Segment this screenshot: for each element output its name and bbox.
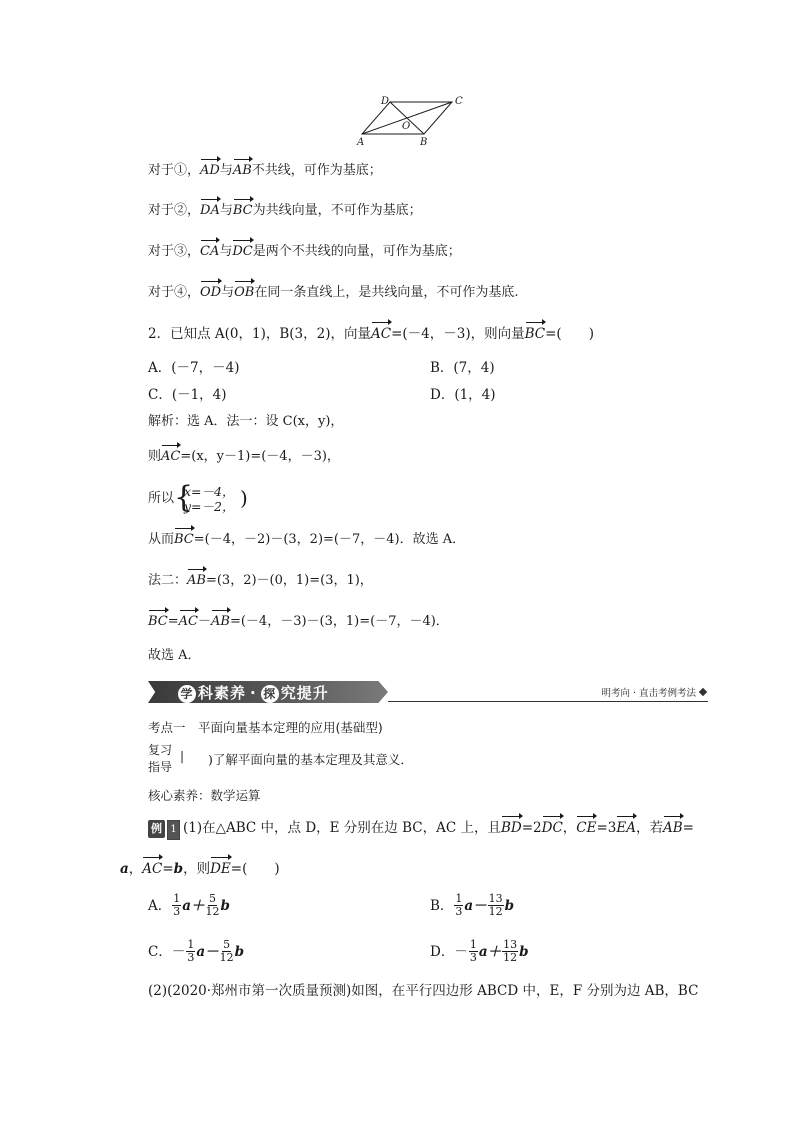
- label-o: O: [402, 121, 411, 132]
- right-paren-mark: ): [240, 486, 248, 510]
- banner-title: [178, 682, 329, 703]
- sol-s2-post: =(x，y－1)=(－4，－3)，: [180, 449, 340, 464]
- label-c: C: [455, 96, 463, 107]
- vector-ab: AB: [232, 163, 252, 178]
- vector-ac: AC: [142, 861, 163, 877]
- solution-line-5: [148, 572, 373, 590]
- opt-a-label: A．: [148, 897, 172, 914]
- case-3-prefix: 对于③，: [148, 244, 201, 259]
- guide-text: )了解平面向量的基本定理及其意义．: [208, 752, 413, 767]
- opt-c-end: b: [234, 943, 245, 960]
- vector-ab: AB: [662, 820, 683, 836]
- sol-s2-pre: 则: [148, 449, 162, 464]
- guide-label-2: 指导: [148, 760, 173, 774]
- banner-text-2: 究提升: [280, 684, 329, 702]
- fraction: [220, 939, 234, 964]
- vector-b: b: [173, 861, 184, 877]
- ex1-option-c: [148, 939, 244, 964]
- opt-c-label: C．: [148, 943, 172, 960]
- diamond-icon: [699, 688, 707, 696]
- numerator: 13: [503, 938, 518, 951]
- solution-line-7: 故选 A．: [148, 648, 201, 663]
- case-4-mid: 与: [221, 285, 235, 300]
- numerator: 5: [223, 938, 231, 951]
- sol-s3-pre: 所以: [148, 491, 175, 506]
- ex1-l2-p1: ，: [128, 861, 143, 877]
- case-2-prefix: 对于②，: [148, 203, 201, 218]
- ex1-l2-p2: =: [162, 861, 174, 877]
- vector-ac: AC: [161, 449, 181, 464]
- example-1-part-2: (2)(2020·郑州市第一次质量预测)如图，在平行四边形 ABCD 中，E，F 分别为边 AB，BC: [148, 983, 699, 999]
- ex1-l2-p4: =( ): [230, 861, 280, 877]
- ex1-option-b: [430, 893, 514, 918]
- fraction: [488, 893, 504, 918]
- q2-option-c: C．(－1，4): [148, 387, 227, 403]
- knowledge-point-title: 考点一 平面向量基本定理的应用(基础型): [148, 720, 383, 735]
- example-1-line-2: [120, 860, 280, 878]
- sol-s5-pre: 法二：: [148, 573, 188, 588]
- vector-ac: AC: [370, 326, 392, 342]
- case-2-suffix: 为共线向量，不可作为基底；: [252, 203, 422, 218]
- sol-s6-m1: =: [167, 614, 179, 629]
- solution-line-4: [148, 531, 465, 549]
- case-3-line: [148, 243, 461, 261]
- guide-bracket: |: [180, 749, 185, 763]
- opt-b-label: B．: [430, 897, 454, 914]
- denominator: 3: [173, 905, 181, 918]
- banner-dot: ·: [250, 684, 257, 702]
- denominator: 3: [187, 951, 195, 964]
- case-3-mid: 与: [219, 244, 233, 259]
- denominator: 3: [455, 905, 463, 918]
- opt-b-op: a－: [464, 897, 487, 914]
- ex1-p1: (1)在△ABC 中，点 D，E 分别在边 BC，AC 上，且: [183, 820, 501, 836]
- sol-s3-b: y=－2，: [184, 499, 235, 514]
- vector-ca: CA: [200, 244, 220, 259]
- vector-bc: BC: [524, 326, 546, 342]
- sol-s4-pre: 从而: [148, 532, 175, 547]
- opt-c-sign: －: [171, 943, 186, 960]
- vector-bc: BC: [148, 614, 168, 629]
- ex1-p3: ，: [562, 820, 577, 836]
- vector-bc: BC: [174, 532, 194, 547]
- opt-a-op: a＋: [182, 897, 205, 914]
- sol-s5-post: =(3，2)－(0，1)=(3，1)，: [205, 573, 373, 588]
- vector-a: a: [120, 861, 129, 877]
- left-brace: {: [174, 480, 194, 515]
- core-literacy: 核心素养：数学运算: [148, 788, 261, 803]
- numerator: 1: [187, 938, 195, 951]
- case-2-line: [148, 202, 422, 220]
- vector-dc: DC: [541, 820, 563, 836]
- solution-line-2: [148, 448, 340, 466]
- vector-ea: EA: [616, 820, 636, 836]
- question-2-stem: [148, 325, 594, 343]
- banner-rule: [388, 701, 708, 702]
- q2-stem-c: =( ): [545, 326, 594, 342]
- opt-c-op: a－: [196, 943, 219, 960]
- opt-d-sign: －: [454, 943, 468, 960]
- vector-dc: DC: [232, 244, 253, 259]
- sol-s6-post: =(－4，－3)－(3，1)=(－7，－4)．: [229, 614, 449, 629]
- example-1-line-1: [148, 819, 694, 840]
- opt-b-end: b: [504, 897, 515, 914]
- case-1-suffix: 不共线，可作为基底；: [251, 163, 382, 178]
- case-4-suffix: 在同一条直线上，是共线向量，不可作为基底.: [254, 285, 519, 300]
- q2-option-b: B．(7，4): [430, 360, 495, 376]
- ex1-p4: =3: [596, 820, 617, 836]
- q2-stem-b: =(－4，－3)，则向量: [391, 326, 525, 342]
- fraction: [502, 939, 518, 964]
- numerator: 13: [488, 892, 503, 905]
- vector-ac: AC: [178, 614, 198, 629]
- sol-s6-m2: －: [198, 614, 212, 629]
- numerator: 5: [209, 892, 216, 905]
- banner-subtitle: 明考向 · 直击考例考法: [601, 688, 696, 699]
- review-guide: [148, 741, 548, 775]
- solution-line-6: [148, 613, 449, 631]
- vector-ce: CE: [576, 820, 597, 836]
- denominator: 12: [205, 905, 220, 918]
- section-banner: [148, 679, 708, 705]
- case-1-mid: 与: [219, 163, 233, 178]
- numerator: 1: [455, 892, 463, 905]
- vector-ad: AD: [200, 163, 220, 178]
- opt-d-end: b: [519, 943, 529, 960]
- vector-ob: OB: [234, 285, 255, 300]
- fraction: [206, 893, 220, 918]
- ex1-l2-p3: ，则: [183, 861, 211, 877]
- denominator: 12: [219, 951, 234, 964]
- denominator: 12: [488, 905, 503, 918]
- case-4-line: [148, 284, 518, 302]
- ex1-option-a: [148, 893, 230, 918]
- vector-bc: BC: [232, 203, 253, 218]
- fraction: [172, 893, 181, 918]
- sol-s3-a: x=－4，: [184, 484, 235, 499]
- denominator: 3: [469, 951, 477, 964]
- vector-ab: AB: [187, 573, 206, 588]
- parallelogram-figure: [352, 92, 472, 148]
- sol-s4-post: =(－4，－2)－(3，2)=(－7，－4)．故选 A．: [193, 532, 466, 547]
- case-1-prefix: 对于①，: [148, 163, 201, 178]
- case-1-line: [148, 162, 382, 180]
- guide-label-1: 复习: [148, 743, 173, 757]
- opt-a-end: b: [220, 897, 230, 914]
- case-4-prefix: 对于④，: [148, 285, 201, 300]
- fraction: [454, 893, 463, 918]
- q2-option-a: A．(－7，－4): [148, 360, 240, 376]
- banner-text-1: 科素养: [198, 684, 247, 702]
- example-tag: 例: [148, 820, 165, 838]
- ex1-p2: =2: [521, 820, 542, 836]
- label-d: D: [381, 96, 390, 107]
- opt-d-label: D．: [430, 943, 455, 960]
- banner-circle-2: 探: [261, 685, 279, 703]
- vector-bd: BD: [500, 820, 522, 836]
- vector-da: DA: [200, 203, 220, 218]
- ex1-option-d: [430, 939, 529, 964]
- numerator: 1: [469, 938, 477, 951]
- ex1-p6: =: [682, 820, 694, 836]
- solution-line-1: 解析：选 A．法一：设 C(x，y)，: [148, 414, 344, 429]
- numerator: 1: [173, 892, 181, 905]
- q2-stem-a: 2．已知点 A(0，1)，B(3，2)，向量: [148, 326, 371, 342]
- case-3-suffix: 是两个不共线的向量，可作为基底；: [252, 244, 461, 259]
- vector-ab: AB: [211, 614, 230, 629]
- banner-circle-1: 学: [178, 685, 196, 703]
- case-2-mid: 与: [219, 203, 233, 218]
- ex1-p5: ，若: [635, 820, 663, 836]
- label-b: B: [420, 137, 428, 148]
- example-number: 1: [167, 820, 180, 840]
- fraction: [469, 939, 478, 964]
- fraction: [186, 939, 195, 964]
- opt-d-op: a＋: [478, 943, 502, 960]
- vector-de: DE: [210, 861, 231, 877]
- label-a: A: [357, 137, 365, 148]
- vector-od: OD: [200, 285, 222, 300]
- denominator: 12: [503, 951, 518, 964]
- q2-option-d: D．(1，4): [430, 387, 496, 403]
